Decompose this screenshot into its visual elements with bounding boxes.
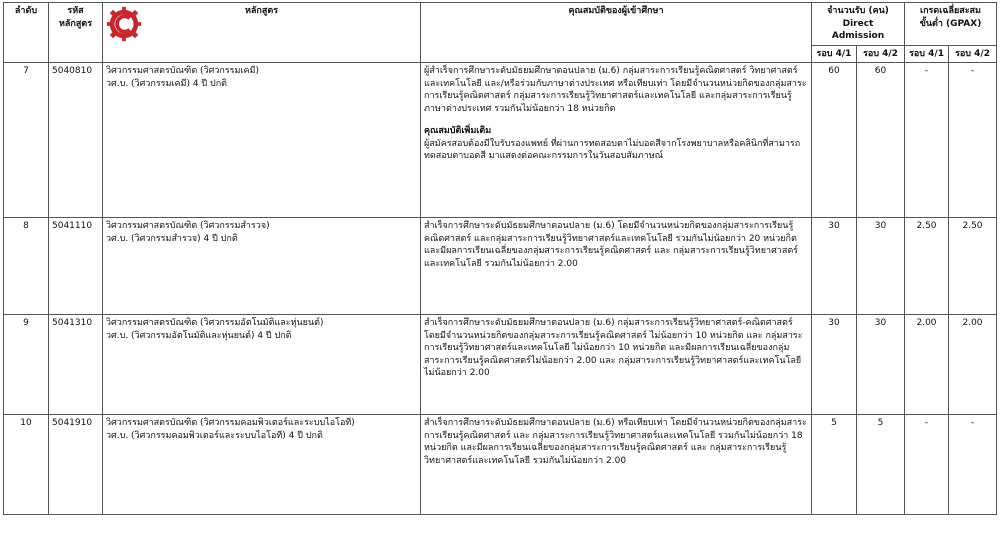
seats-round1: 5: [812, 415, 857, 515]
row-program: [103, 63, 421, 218]
col-gpax-header: [905, 3, 997, 46]
row-code: 5041310: [49, 315, 103, 415]
seats-round1-header: รอบ 4/1: [812, 45, 857, 63]
seats-round1: 30: [812, 218, 857, 315]
col-program-label: หลักสูตร: [244, 6, 279, 16]
seats-title: จำนวนรับ (คน): [827, 6, 889, 16]
admission-table: [3, 2, 997, 515]
col-code-label: รหัส หลักสูตร: [58, 6, 93, 29]
col-seats-header: [812, 3, 905, 46]
gpax-round1: 2.50: [905, 218, 949, 315]
extra-qualification-title: คุณสมบัติเพิ่มเติม: [424, 126, 492, 136]
program-name: วิศวกรรมศาสตรบัณฑิต (วิศวกรรมคอมพิวเตอร์และระบบไอโอที): [106, 418, 355, 428]
row-program: [103, 415, 421, 515]
gpax-round1: 2.00: [905, 315, 949, 415]
qualification-text: ผู้สำเร็จการศึกษาระดับมัธยมศึกษาตอนปลาย (ม.6) กลุ่มสาระการเรียนรู้คณิตศาสตร์ วิทยาศาสตร์และเทคโนโลยี และ/หรือร่วมกับภาษาต่างประเทศ หรือเทียบเท่า โดยมีจำนวนหน่วยกิตของกลุ่มสาระการเรียนรู้คณิตศาสตร์ กลุ่มสาระการเรียนรู้วิทยาศาสตร์และเทคโนโลยี และกลุ่มสาระการเรียนรู้ภาษาต่างประเทศ รวมกันไม่น้อยกว่า 18 หน่วยกิต: [424, 66, 807, 114]
row-qualification: [421, 218, 812, 315]
gpax-subtitle: ขั้นต่ำ (GPAX): [919, 18, 982, 29]
row-code: 5040810: [49, 63, 103, 218]
program-name: วิศวกรรมศาสตรบัณฑิต (วิศวกรรมอัตโนมัติและหุ่นยนต์): [106, 318, 324, 328]
qualification-text: สำเร็จการศึกษาระดับมัธยมศึกษาตอนปลาย (ม.6) กลุ่มสาระการเรียนรู้วิทยาศาสตร์-คณิตศาสตร์ โดยมีจำนวนหน่วยกิตของกลุ่มสาระการเรียนรู้คณิตศาสตร์ ไม่น้อยกว่า 10 หน่วยกิต และ กลุ่มสาระการเรียนรู้วิทยาศาสตร์และเทคโนโลยี ไม่น้อยกว่า 10 หน่วยกิต และมีผลการเรียนเฉลี่ยของกลุ่มสาระการเรียนรู้คณิตศาสตร์ไม่น้อยกว่า 2.00 และ กลุ่มสาระการเรียนรู้วิทยาศาสตร์และเทคโนโลยี ไม่น้อยกว่า 2.00: [424, 318, 803, 378]
gpax-round1: -: [905, 63, 949, 218]
program-degree: วศ.บ. (วิศวกรรมเคมี) 4 ปี ปกติ: [106, 78, 228, 89]
row-qualification: [421, 315, 812, 415]
table-row: [4, 415, 997, 515]
col-qualification-header: คุณสมบัติของผู้เข้าศึกษา: [421, 3, 812, 63]
seats-round2-header: รอบ 4/2: [857, 45, 905, 63]
seats-round1: 30: [812, 315, 857, 415]
col-order-header: ลำดับ: [4, 3, 49, 63]
row-order: 7: [4, 63, 49, 218]
row-order: 8: [4, 218, 49, 315]
gpax-round2: 2.00: [949, 315, 997, 415]
table-row: [4, 63, 997, 218]
gpax-title: เกรดเฉลี่ยสะสม: [920, 6, 981, 16]
gpax-round2: 2.50: [949, 218, 997, 315]
col-code-header: [49, 3, 103, 63]
program-degree: วศ.บ. (วิศวกรรมสำรวจ) 4 ปี ปกติ: [106, 233, 238, 244]
row-code: 5041110: [49, 218, 103, 315]
row-order: 9: [4, 315, 49, 415]
gpax-round2: -: [949, 63, 997, 218]
seats-round1: 60: [812, 63, 857, 218]
gpax-round2: -: [949, 415, 997, 515]
row-order: 10: [4, 415, 49, 515]
row-program: [103, 218, 421, 315]
program-degree: วศ.บ. (วิศวกรรมอัตโนมัติและหุ่นยนต์) 4 ปี ปกติ: [106, 330, 292, 341]
row-program: [103, 315, 421, 415]
col-program-header: [103, 3, 421, 63]
qualification-text: สำเร็จการศึกษาระดับมัธยมศึกษาตอนปลาย (ม.6) หรือเทียบเท่า โดยมีจำนวนหน่วยกิตของกลุ่มสาระการเรียนรู้คณิตศาสตร์ และ กลุ่มสาระการเรียนรู้วิทยาศาสตร์และเทคโนโลยี รวมกันไม่น้อยกว่า 18 หน่วยกิต และมีผลการเรียนเฉลี่ยของกลุ่มสาระการเรียนรู้คณิตศาสตร์ และ กลุ่มสาระการเรียนรู้วิทยาศาสตร์และเทคโนโลยี รวมกันไม่น้อยกว่า 2.00: [424, 418, 807, 466]
gpax-round1-header: รอบ 4/1: [905, 45, 949, 63]
gpax-round1: -: [905, 415, 949, 515]
program-name: วิศวกรรมศาสตรบัณฑิต (วิศวกรรมสำรวจ): [106, 221, 270, 231]
program-name: วิศวกรรมศาสตรบัณฑิต (วิศวกรรมเคมี): [106, 66, 259, 76]
seats-round2: 30: [857, 218, 905, 315]
seats-round2: 60: [857, 63, 905, 218]
table-row: [4, 218, 997, 315]
qualification-text: สำเร็จการศึกษาระดับมัธยมศึกษาตอนปลาย (ม.6) โดยมีจำนวนหน่วยกิตของกลุ่มสาระการเรียนรู้คณิตศาสตร์ และกลุ่มสาระการเรียนรู้วิทยาศาสตร์และเทคโนโลยี รวมกันไม่น้อยกว่า 20 หน่วยกิต และมีผลการเรียนเฉลี่ยของกลุ่มสาระการเรียนรู้คณิตศาสตร์ และ กลุ่มสาระการเรียนรู้วิทยาศาสตร์และเทคโนโลยี รวมกันไม่น้อยกว่า 2.00: [424, 221, 799, 269]
extra-qualification-text: ผู้สมัครสอบต้องมีใบรับรองแพทย์ ที่ผ่านการทดสอบตาไม่บอดสีจากโรงพยาบาลหรือคลินิกที่สามารถทดสอบตาบอดสี มาแสดงต่อคณะกรรมการในวันสอบสัมภาษณ์: [424, 138, 801, 161]
gpax-round2-header: รอบ 4/2: [949, 45, 997, 63]
row-code: 5041910: [49, 415, 103, 515]
table-row: [4, 315, 997, 415]
program-degree: วศ.บ. (วิศวกรรมคอมพิวเตอร์และระบบไอโอที) 4 ปี ปกติ: [106, 430, 323, 441]
seats-round2: 30: [857, 315, 905, 415]
row-qualification: [421, 63, 812, 218]
seats-round2: 5: [857, 415, 905, 515]
row-qualification: [421, 415, 812, 515]
university-gear-logo-icon: [105, 5, 143, 43]
seats-subtitle: Direct Admission: [831, 18, 885, 41]
